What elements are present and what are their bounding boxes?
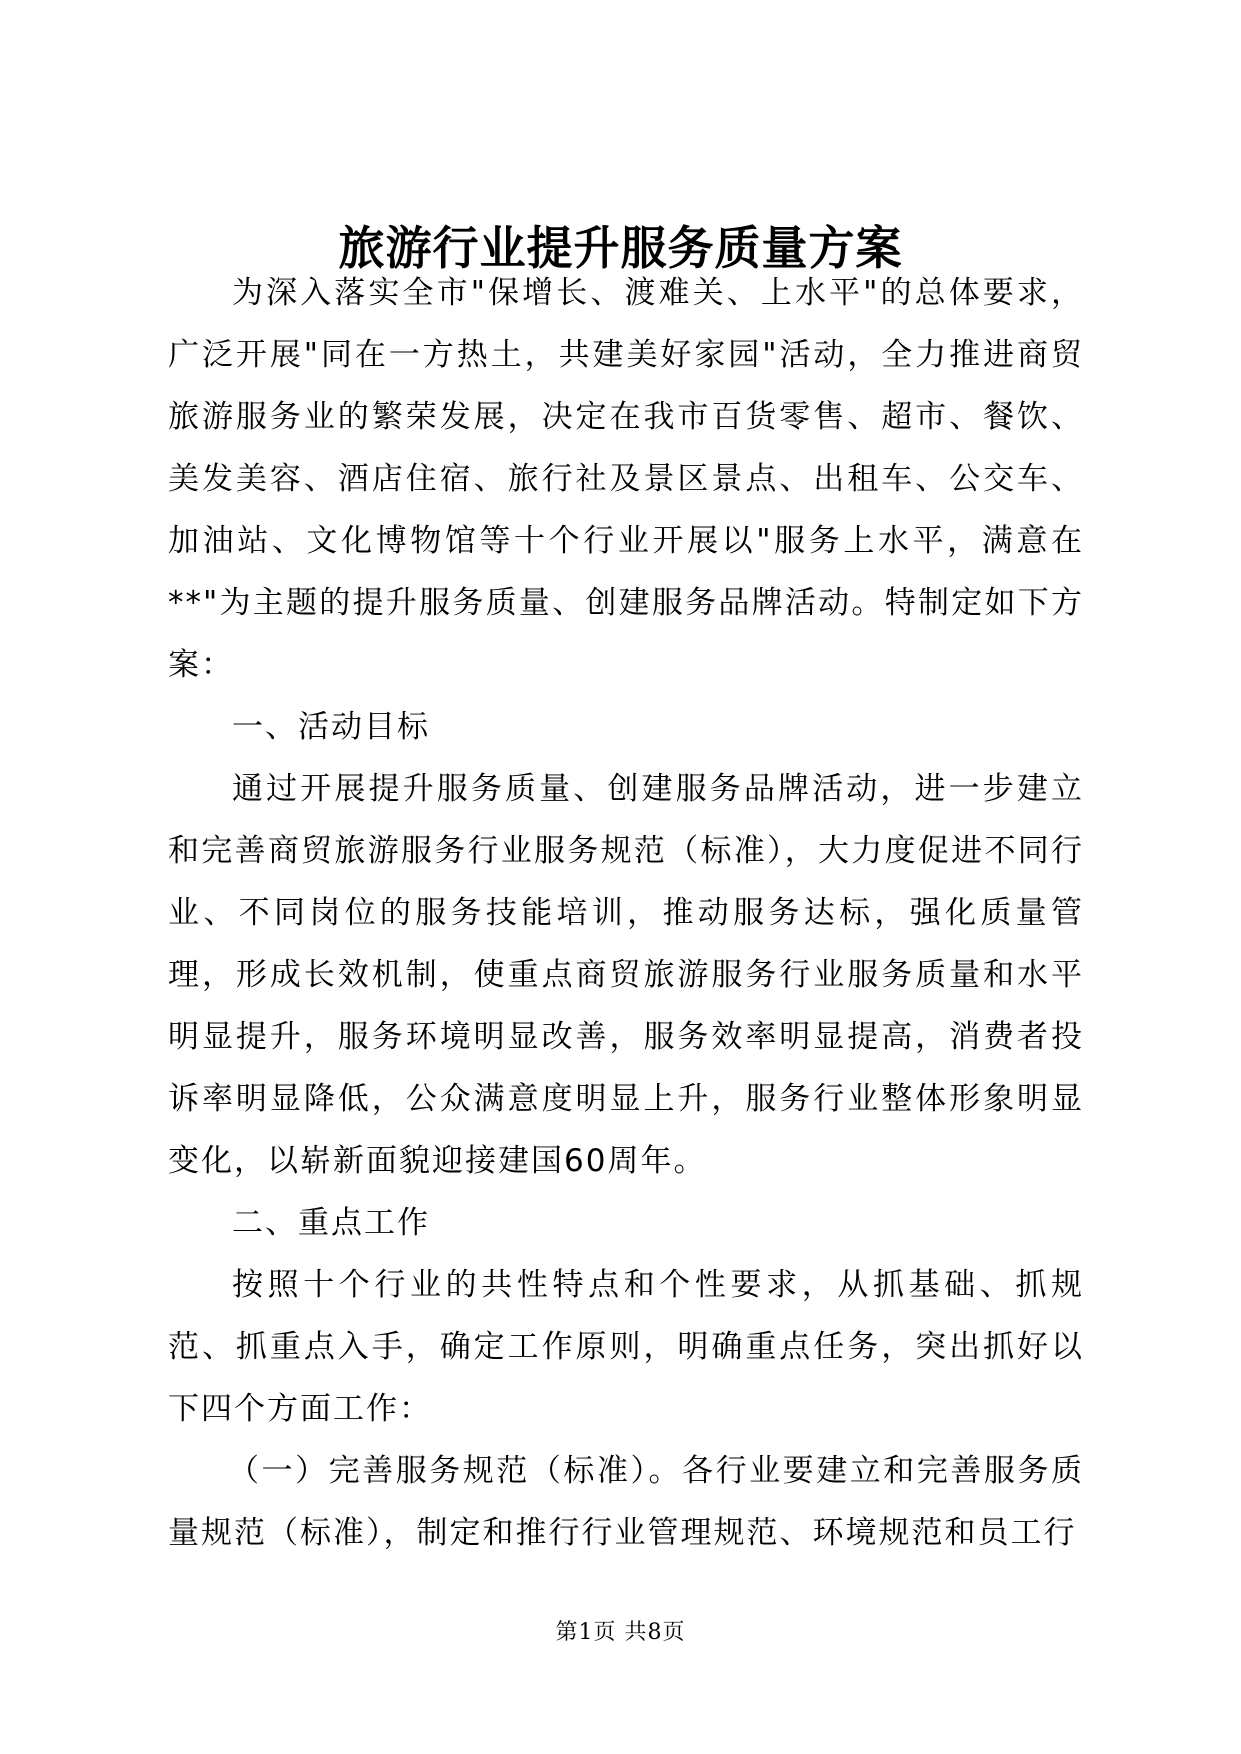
document-title: 旅游行业提升服务质量方案 (338, 221, 903, 275)
subsection-standards-paragraph: （一）完善服务规范（标准）。各行业要建立和完善服务质量规范（标准），制定和推行行业管理规范、环境规范和员工行 (168, 1453, 1084, 1551)
key-work-paragraph: 按照十个行业的共性特点和个性要求，从抓基础、抓规范、抓重点入手，确定工作原则，明确重点任务，突出抓好以下四个方面工作： (168, 1267, 1084, 1427)
section-heading-goals: 一、活动目标 (232, 709, 430, 745)
document-body (168, 262, 1084, 1564)
section-heading-key-work: 二、重点工作 (232, 1205, 430, 1241)
intro-paragraph: 为深入落实全市"保增长、渡难关、上水平"的总体要求，广泛开展"同在一方热土，共建美好家园"活动，全力推进商贸旅游服务业的繁荣发展，决定在我市百货零售、超市、餐饮、美发美容、酒店住宿、旅行社及景区景点、出租车、公交车、加油站、文化博物馆等十个行业开展以"服务上水平，满意在**"为主题的提升服务质量、创建服务品牌活动。特制定如下方案： (168, 275, 1084, 683)
page-footer: 第1页 共8页 (555, 1620, 686, 1645)
goals-paragraph: 通过开展提升服务质量、创建服务品牌活动，进一步建立和完善商贸旅游服务行业服务规范（标准），大力度促进不同行业、不同岗位的服务技能培训，推动服务达标，强化质量管理，形成长效机制，使重点商贸旅游服务行业服务质量和水平明显提升，服务环境明显改善，服务效率明显提高，消费者投诉率明显降低，公众满意度明显上升，服务行业整体形象明显变化，以崭新面貌迎接建国60周年。 (168, 771, 1084, 1179)
